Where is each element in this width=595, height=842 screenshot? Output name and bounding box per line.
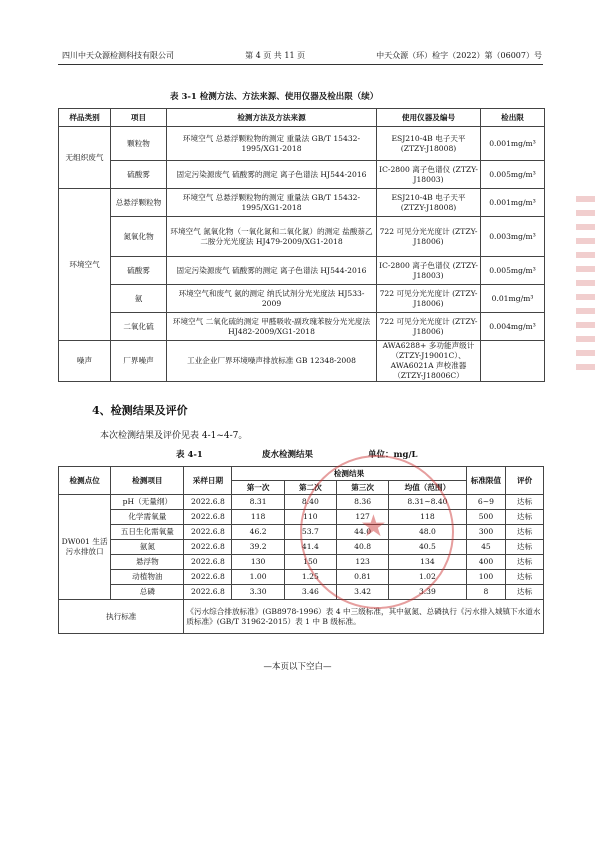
table-row [59,341,545,382]
instrument-cell: 722 可见分光光度计 (ZTZY-J18006) [377,285,481,313]
instrument-cell: IC-2800 离子色谱仪 (ZTZY-J18003) [377,257,481,285]
report-number: 中天众源（环）检字（2022）第（06007）号 [376,51,542,60]
value-cell: 3.46 [284,585,336,600]
table-row [59,525,544,540]
eval-cell: 达标 [506,555,544,570]
item-cell: 悬浮物 [111,555,184,570]
wastewater-results-table [58,466,544,634]
page-number: 第 4 页 共 11 页 [245,51,306,60]
method-cell: 环境空气 氮氧化物（一氧化氮和二氧化氮）的测定 盐酸萘乙二胺分光光度法 HJ479-2009/XG1-2018 [167,217,377,257]
item-cell: 二氧化硫 [111,313,167,341]
limit-cell: 0.005mg/m³ [481,161,545,189]
col-item: 项目 [111,109,167,127]
item-cell: 颗粒物 [111,127,167,161]
method-cell: 环境空气和废气 氨的测定 纳氏试剂分光光度法 HJ533-2009 [167,285,377,313]
date-cell: 2022.6.8 [184,570,232,585]
value-cell: 39.2 [232,540,284,555]
standard-row [59,600,544,634]
value-cell: 1.00 [232,570,284,585]
value-cell: 8.40 [284,495,336,510]
standard-label: 执行标准 [59,600,184,634]
item-cell: 总悬浮颗粒物 [111,189,167,217]
item-cell: 氨 [111,285,167,313]
table-row [59,217,545,257]
value-cell: 0.81 [336,570,388,585]
average-cell: 3.39 [389,585,466,600]
limit-cell: 0.001mg/m³ [481,189,545,217]
table-header-row [59,467,544,481]
table-4-1-unit: 单位：mg/L [368,450,418,460]
value-cell: 1.25 [284,570,336,585]
table-row [59,285,545,313]
eval-cell: 达标 [506,495,544,510]
col-instrument: 使用仪器及编号 [377,109,481,127]
value-cell: 127 [336,510,388,525]
table-row [59,510,544,525]
eval-cell: 达标 [506,585,544,600]
date-cell: 2022.6.8 [184,495,232,510]
col-round-3: 第三次 [336,481,388,495]
instrument-cell: 722 可见分光光度计 (ZTZY-J18006) [377,217,481,257]
section-intro: 本次检测结果及评价见表 4-1~4-7。 [100,431,248,441]
col-date: 采样日期 [184,467,232,495]
table-row [59,540,544,555]
value-cell: 40.8 [336,540,388,555]
method-cell: 固定污染源废气 硫酸雾的测定 离子色谱法 HJ544-2016 [167,257,377,285]
page-header [62,50,542,61]
page-edge-seal [576,190,595,370]
date-cell: 2022.6.8 [184,540,232,555]
item-cell: 动植物油 [111,570,184,585]
item-cell: 总磷 [111,585,184,600]
value-cell: 53.7 [284,525,336,540]
limit-cell: 0.001mg/m³ [481,127,545,161]
value-cell: 8.31 [232,495,284,510]
instrument-cell: AWA6288+ 多功能声级计（ZTZY-J19001C）、AWA6021A 声校准器（ZTZY-J18006C） [377,341,481,382]
value-cell: 110 [284,510,336,525]
table-row [59,127,545,161]
instrument-cell: ESJ210-4B 电子天平 (ZTZY-J18008) [377,127,481,161]
date-cell: 2022.6.8 [184,555,232,570]
date-cell: 2022.6.8 [184,510,232,525]
limit-cell: 8 [466,585,506,600]
average-cell: 48.0 [389,525,466,540]
item-cell: 化学需氧量 [111,510,184,525]
sample-group-label: 噪声 [59,341,111,382]
section-title: 4、检测结果及评价 [92,404,188,417]
eval-cell: 达标 [506,525,544,540]
limit-cell: 400 [466,555,506,570]
value-cell: 118 [232,510,284,525]
col-item: 检测项目 [111,467,184,495]
value-cell: 123 [336,555,388,570]
table-4-1-caption-no: 表 4-1 [176,450,203,460]
average-cell: 1.02 [389,570,466,585]
value-cell: 130 [232,555,284,570]
limit-cell: 500 [466,510,506,525]
method-cell: 环境空气 总悬浮颗粒物的测定 重量法 GB/T 15432-1995/XG1-2018 [167,189,377,217]
method-cell: 环境空气 二氧化硫的测定 甲醛吸收-副玫瑰苯胺分光光度法 HJ482-2009/XG1-2018 [167,313,377,341]
table-header-row [59,109,545,127]
table-row [59,495,544,510]
table-4-1-caption-title: 废水检测结果 [262,450,314,460]
average-cell: 134 [389,555,466,570]
header-rule [58,64,543,65]
limit-cell [481,341,545,382]
col-limit: 标准限值 [466,467,506,495]
limit-cell: 0.005mg/m³ [481,257,545,285]
value-cell: 150 [284,555,336,570]
blank-below-note: —本页以下空白— [263,662,332,672]
eval-cell: 达标 [506,570,544,585]
sample-group-label: 环境空气 [59,189,111,341]
item-cell: 硫酸雾 [111,257,167,285]
table-row [59,257,545,285]
item-cell: 厂界噪声 [111,341,167,382]
limit-cell: 300 [466,525,506,540]
limit-cell: 0.01mg/m³ [481,285,545,313]
value-cell: 3.30 [232,585,284,600]
instrument-cell: IC-2800 离子色谱仪 (ZTZY-J18003) [377,161,481,189]
sampling-point: DW001 生活污水排放口 [59,495,111,600]
col-method: 检测方法及方法来源 [167,109,377,127]
instrument-cell: ESJ210-4B 电子天平 (ZTZY-J18008) [377,189,481,217]
col-results: 检测结果 [232,467,466,481]
method-cell: 环境空气 总悬浮颗粒物的测定 重量法 GB/T 15432-1995/XG1-2018 [167,127,377,161]
method-cell: 工业企业厂界环境噪声排放标准 GB 12348-2008 [167,341,377,382]
standard-text: 《污水综合排放标准》(GB8978-1996）表 4 中三级标准，其中氨氮、总磷执行《污水排入城镇下水道水质标准》(GB/T 31962-2015）表 1 中 B 级标准。 [184,600,544,634]
table-row [59,555,544,570]
average-cell: 8.31~8.40 [389,495,466,510]
value-cell: 8.36 [336,495,388,510]
date-cell: 2022.6.8 [184,525,232,540]
eval-cell: 达标 [506,540,544,555]
value-cell: 46.2 [232,525,284,540]
col-sample-type: 样品类别 [59,109,111,127]
item-cell: 氨氮 [111,540,184,555]
col-average: 均值（范围） [389,481,466,495]
col-detection-limit: 检出限 [481,109,545,127]
sample-group-label: 无组织废气 [59,127,111,189]
table-row [59,585,544,600]
limit-cell: 0.004mg/m³ [481,313,545,341]
method-cell: 固定污染源废气 硫酸雾的测定 离子色谱法 HJ544-2016 [167,161,377,189]
average-cell: 118 [389,510,466,525]
item-cell: 硫酸雾 [111,161,167,189]
item-cell: 氮氧化物 [111,217,167,257]
limit-cell: 45 [466,540,506,555]
table-row [59,313,545,341]
col-round-1: 第一次 [232,481,284,495]
item-cell: pH（无量纲） [111,495,184,510]
average-cell: 40.5 [389,540,466,555]
value-cell: 41.4 [284,540,336,555]
limit-cell: 6~9 [466,495,506,510]
limit-cell: 100 [466,570,506,585]
table-row [59,570,544,585]
item-cell: 五日生化需氧量 [111,525,184,540]
methods-table [58,108,545,382]
table-3-1-caption: 表 3-1 检测方法、方法来源、使用仪器及检出限（续） [170,92,379,102]
col-point: 检测点位 [59,467,111,495]
eval-cell: 达标 [506,510,544,525]
value-cell: 3.42 [336,585,388,600]
date-cell: 2022.6.8 [184,585,232,600]
table-row [59,161,545,189]
company-name: 四川中天众源检测科技有限公司 [62,51,174,60]
table-row [59,189,545,217]
col-round-2: 第二次 [284,481,336,495]
col-eval: 评价 [506,467,544,495]
limit-cell: 0.003mg/m³ [481,217,545,257]
instrument-cell: 722 可见分光光度计 (ZTZY-J18006) [377,313,481,341]
value-cell: 44.0 [336,525,388,540]
